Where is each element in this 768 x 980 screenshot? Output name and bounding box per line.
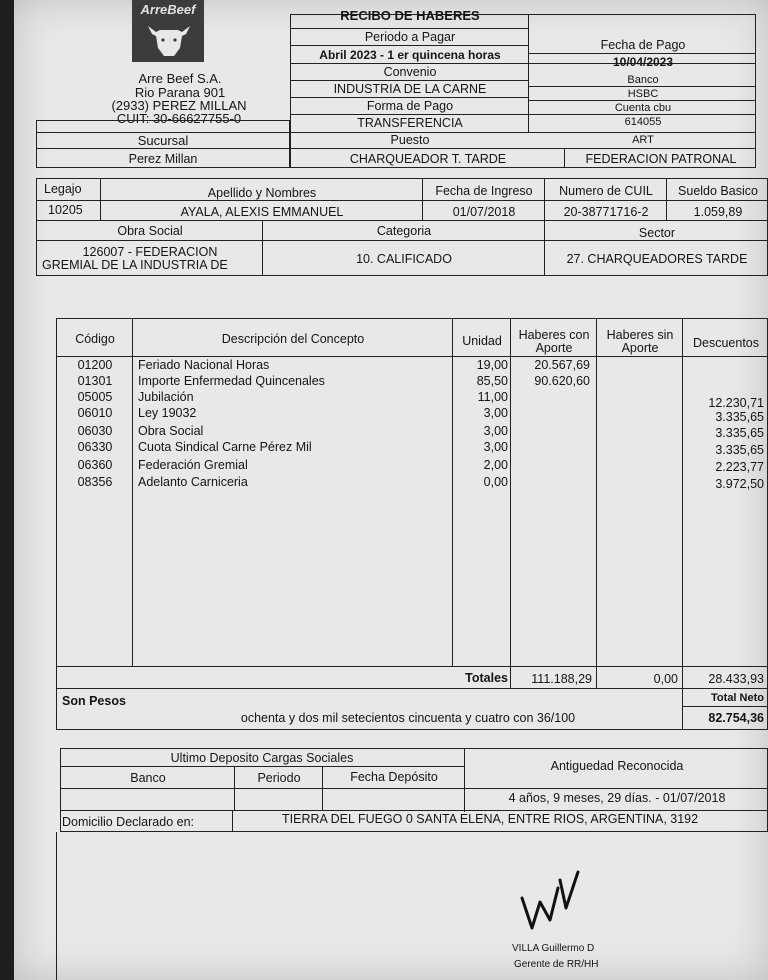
sector-label: Sector	[638, 226, 676, 240]
row-deduction: 3.335,65	[715, 426, 764, 440]
hire-date-label: Fecha de Ingreso	[435, 184, 533, 198]
salary-value: 1.059,89	[693, 205, 743, 219]
row-code: 05005	[77, 390, 113, 404]
amount-in-words: ochenta y dos mil setecientos cincuenta y cuatro con 36/100	[240, 711, 576, 725]
totals-label: Totales	[465, 671, 508, 685]
row-description: Ley 19032	[138, 406, 197, 420]
period-value: Abril 2023 - 1 er quincena horas	[319, 48, 501, 62]
col-without-contrib-header-2: Aporte	[621, 341, 659, 355]
row-description: Importe Enfermedad Quincenales	[138, 374, 325, 388]
cuil-value: 20-38771716-2	[563, 205, 649, 219]
category-value: 10. CALIFICADO	[356, 252, 452, 266]
art-value: FEDERACION PATRONAL	[585, 152, 737, 166]
row-unit: 3,00	[483, 424, 508, 438]
row-deduction: 3.335,65	[715, 443, 764, 457]
row-deduction: 3.972,50	[715, 477, 764, 491]
row-unit: 0,00	[483, 475, 508, 489]
health-value-2: GREMIAL DE LA INDUSTRIA DE	[42, 258, 228, 272]
company-city: (2933) PEREZ MILLAN	[111, 98, 247, 113]
receipt-title: RECIBO DE HABERES	[340, 8, 480, 23]
company-address: Rio Parana 901	[134, 85, 226, 100]
name-label: Apellido y Nombres	[207, 186, 317, 200]
category-label: Categoria	[376, 224, 432, 238]
row-unit: 2,00	[483, 458, 508, 472]
position-label: Puesto	[390, 133, 430, 147]
net-label: Total Neto	[711, 692, 764, 704]
cuil-label: Numero de CUIL	[559, 184, 653, 198]
deposit-date-label: Fecha Depósito	[350, 770, 438, 784]
row-with-contrib: 90.620,60	[534, 374, 590, 388]
payslip-document	[14, 0, 768, 980]
total-deductions: 28.433,93	[708, 672, 764, 686]
payment-date-label: Fecha de Pago	[600, 38, 686, 52]
row-code: 08356	[77, 475, 113, 489]
salary-label: Sueldo Basico	[678, 184, 758, 198]
row-unit: 3,00	[483, 440, 508, 454]
row-code: 06360	[77, 458, 113, 472]
row-unit: 85,50	[476, 374, 508, 388]
branch-label: Sucursal	[137, 133, 189, 148]
domicile-value: TIERRA DEL FUEGO 0 SANTA ELENA, ENTRE RIOS, ARGENTINA, 3192	[282, 812, 699, 826]
signer-title: Gerente de RR/HH	[514, 959, 599, 970]
hire-date-value: 01/07/2018	[452, 205, 516, 219]
seniority-value: 4 años, 9 meses, 29 días. - 01/07/2018	[508, 791, 726, 805]
row-with-contrib: 20.567,69	[534, 358, 590, 372]
period-label: Periodo a Pagar	[364, 30, 456, 44]
total-without-contrib: 0,00	[653, 672, 678, 686]
company-logo	[132, 0, 204, 62]
row-description: Jubilación	[138, 390, 194, 404]
total-with-contrib: 111.188,29	[531, 672, 592, 686]
seniority-label: Antiguedad Reconocida	[550, 759, 684, 773]
row-description: Feriado Nacional Horas	[138, 358, 270, 372]
col-deductions-header: Descuentos	[692, 336, 759, 350]
row-code: 06330	[77, 440, 113, 454]
signer-name: VILLA Guillermo D	[512, 943, 595, 954]
company-cuit: CUIT: 30-66627755-0	[116, 111, 242, 126]
row-description: Federación Gremial	[138, 458, 248, 472]
agreement-value: INDUSTRIA DE LA CARNE	[333, 82, 487, 96]
row-code: 06010	[77, 406, 113, 420]
account-value: 614055	[624, 116, 662, 128]
deposit-period-label: Periodo	[257, 771, 301, 785]
deposit-title: Ultimo Deposito Cargas Sociales	[170, 751, 354, 765]
row-deduction: 2.223,77	[715, 460, 764, 474]
health-value-1: 126007 - FEDERACION	[82, 245, 218, 259]
sector-value: 27. CHARQUEADORES TARDE	[566, 252, 748, 266]
bank-label: Banco	[627, 74, 659, 86]
art-label: ART	[632, 134, 654, 146]
domicile-label: Domicilio Declarado en:	[62, 815, 195, 829]
legajo-label: Legajo	[44, 182, 82, 196]
row-code: 01301	[77, 374, 113, 388]
deposit-bank-label: Banco	[130, 771, 166, 785]
col-with-contrib-header-1: Haberes con	[518, 328, 590, 342]
row-deduction: 3.335,65	[715, 410, 764, 424]
company-logo-text: ArreBeef	[140, 2, 196, 17]
son-pesos-label: Son Pesos	[62, 694, 126, 708]
row-deduction: 12.230,71	[708, 396, 764, 410]
payment-form-value: TRANSFERENCIA	[357, 116, 463, 130]
branch-value: Perez Millan	[128, 152, 198, 166]
bank-value: HSBC	[627, 88, 659, 100]
net-value: 82.754,36	[708, 711, 764, 725]
legajo-value: 10205	[48, 203, 83, 217]
col-code-header: Código	[75, 332, 115, 346]
signature-image	[514, 858, 594, 948]
health-label: Obra Social	[117, 224, 183, 238]
row-code: 06030	[77, 424, 113, 438]
payment-date-value: 10/04/2023	[612, 55, 674, 69]
name-value: AYALA, ALEXIS EMMANUEL	[180, 205, 344, 219]
col-with-contrib-header-2: Aporte	[535, 341, 573, 355]
bull-icon	[146, 20, 192, 58]
payment-form-label: Forma de Pago	[366, 99, 454, 113]
row-unit: 3,00	[483, 406, 508, 420]
col-description-header: Descripción del Concepto	[221, 332, 365, 346]
row-description: Obra Social	[138, 424, 204, 438]
row-code: 01200	[77, 358, 113, 372]
company-name: Arre Beef S.A.	[138, 71, 222, 86]
col-without-contrib-header-1: Haberes sin	[606, 328, 674, 342]
row-description: Cuota Sindical Carne Pérez Mil	[138, 440, 312, 454]
col-unit-header: Unidad	[462, 334, 502, 348]
row-description: Adelanto Carniceria	[138, 475, 248, 489]
agreement-label: Convenio	[383, 65, 437, 79]
row-unit: 19,00	[476, 358, 508, 372]
position-value: CHARQUEADOR T. TARDE	[349, 152, 507, 166]
account-label: Cuenta cbu	[614, 102, 672, 114]
row-unit: 11,00	[477, 390, 508, 404]
